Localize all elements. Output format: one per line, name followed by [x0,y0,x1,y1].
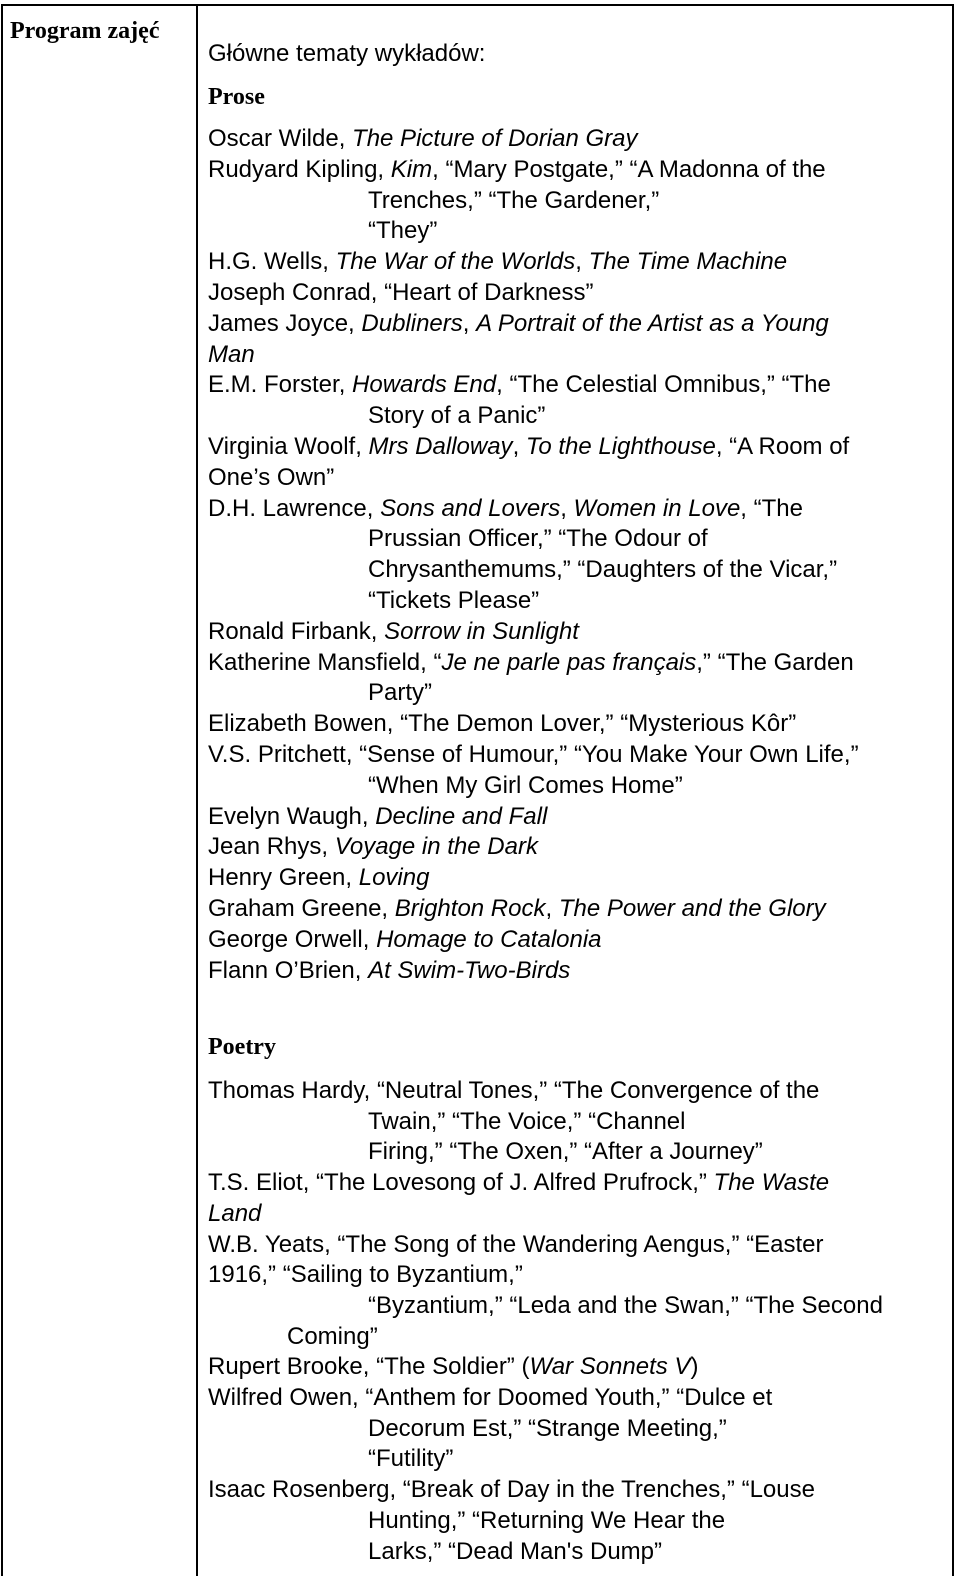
prose-entry [208,463,334,493]
title-italic: Land [208,1199,262,1227]
prose-entry [208,370,831,400]
prose-entry [368,524,708,554]
entry-text: Jean Rhys, [208,833,335,861]
title-italic: Loving [358,864,430,892]
entry-text: Evelyn Waugh, [208,802,376,830]
entry-text: Henry Green, [208,864,359,892]
entry-text: Elizabeth Bowen, “The Demon Lover,” “Mysterious Kôr” [208,710,797,738]
entry-text: Rupert Brooke, “The Soldier” ( [208,1353,530,1381]
title-italic: Voyage in the Dark [334,833,538,861]
intro-text: Główne tematy wykładów: [208,40,486,67]
title-italic: Sons and Lovers [380,494,561,522]
entry-text: , “A Room of [715,433,850,460]
entry-text: Rudyard Kipling, [208,155,391,183]
title-italic: Man [208,340,255,368]
entry-text: Prussian Officer,” “The Odour of [368,525,708,553]
title-italic: Kim [390,155,433,183]
prose-entry [208,494,803,524]
entry-text: Larks,” “Dead Man's Dump” [368,1537,662,1565]
prose-entry [368,216,437,246]
entry-text: “They” [368,217,438,245]
entry-text: , [462,309,477,337]
entry-text: ) [690,1353,699,1381]
title-italic: The Waste [713,1169,830,1197]
entry-text: Wilfred Owen, “Anthem for Doomed Youth,” “Dulce et [208,1384,773,1411]
prose-entry [208,740,859,770]
entry-text: Flann O’Brien, [208,956,369,984]
title-italic: War Sonnets V [529,1353,691,1381]
entry-text: H.G. Wells, [208,248,336,276]
entry-text: “Byzantium,” “Leda and the Swan,” “The Second [368,1291,883,1319]
entry-text: Decorum Est,” “Strange Meeting,” [368,1414,727,1442]
entry-text: 1916,” “Sailing to Byzantium,” [208,1261,523,1289]
prose-heading: Prose [208,84,265,110]
prose-entry [208,617,579,647]
prose-entry [208,432,849,462]
entry-text: , [545,895,559,922]
poetry-entry [368,1537,662,1567]
entry-text: , “Mary Postgate,” “A Madonna of the [432,155,826,183]
poetry-entry [208,1352,698,1382]
title-italic: The Power and the Glory [558,895,826,922]
title-italic: The Time Machine [588,248,788,276]
table-right-border [952,4,954,1576]
title-italic: Howards End [352,371,497,399]
entry-text: Oscar Wilde, [208,125,353,152]
title-italic: Sorrow in Sunlight [384,617,579,645]
prose-entry [208,340,255,370]
prose-entry [208,863,429,893]
title-italic: Brighton Rock [394,895,546,922]
entry-text: Ronald Firbank, [208,617,385,645]
title-italic: A Portrait of the Artist as a Young [476,309,829,337]
title-italic: Dubliners [361,309,463,337]
prose-entry [208,925,602,955]
entry-text: James Joyce, [208,309,362,337]
entry-text: Firing,” “The Oxen,” “After a Journey” [368,1138,763,1166]
entry-text: Graham Greene, [208,895,395,922]
prose-entry [208,278,594,308]
title-italic: To the Lighthouse [525,433,716,460]
prose-entry [208,309,829,339]
poetry-entry [287,1322,378,1352]
prose-entry [208,956,570,986]
title-italic: Homage to Catalonia [376,925,602,953]
prose-entry [208,709,796,739]
entry-text: Joseph Conrad, “Heart of Darkness” [208,279,594,306]
prose-entry [208,247,787,277]
prose-entry [368,186,659,216]
prose-entry [368,678,432,708]
table-top-border [1,4,954,6]
entry-text: , [575,248,589,276]
poetry-entry [368,1506,725,1536]
entry-text: One’s Own” [208,463,335,491]
entry-text: V.S. Pritchett, “Sense of Humour,” “You Make Your Own Life,” [208,741,859,768]
entry-text: , “The [740,494,803,522]
poetry-entry [208,1260,523,1290]
title-italic: Mrs Dalloway [368,433,513,460]
poetry-entry [368,1414,727,1444]
entry-text: , “The Celestial Omnibus,” “The [496,371,831,399]
entry-text: T.S. Eliot, “The Lovesong of J. Alfred Prufrock,” [208,1169,714,1197]
entry-text: Hunting,” “Returning We Hear the [368,1506,726,1534]
poetry-entry [368,1137,763,1167]
title-italic: The Picture of Dorian Gray [352,125,638,152]
entry-text: George Orwell, [208,925,377,953]
prose-entry [368,586,539,616]
entry-text: Twain,” “The Voice,” “Channel [368,1107,686,1135]
entry-text: W.B. Yeats, “The Song of the Wandering Aengus,” “Easter [208,1230,824,1258]
prose-entry [208,832,538,862]
entry-text: “Futility” [368,1445,454,1473]
poetry-entry [208,1199,261,1229]
prose-entry [368,555,837,585]
entry-text: E.M. Forster, [208,371,353,399]
entry-text: Story of a Panic” [368,402,546,430]
title-italic: At Swim-Two-Birds [368,956,571,984]
prose-entry [208,648,854,678]
poetry-entry [208,1383,772,1413]
poetry-entry [208,1168,829,1198]
title-italic: Je ne parle pas français [441,648,697,676]
entry-text: “When My Girl Comes Home” [368,771,683,799]
entry-text: Coming” [287,1322,378,1350]
row-label: Program zajęć [10,18,160,44]
entry-text: , [512,433,526,460]
prose-entry [368,771,683,801]
prose-entry [368,401,545,431]
poetry-heading: Poetry [208,1034,276,1060]
entry-text: Katherine Mansfield, “ [208,648,442,676]
entry-text: Virginia Woolf, [208,433,369,460]
entry-text: ,” “The Garden [696,648,854,676]
prose-entry [208,894,826,924]
entry-text: “Tickets Please” [368,587,540,614]
table-left-border [1,4,3,1576]
poetry-entry [368,1107,685,1137]
prose-entry [208,802,547,832]
entry-text: , [560,494,574,522]
table-column-divider [196,4,198,1576]
entry-text: D.H. Lawrence, [208,494,381,522]
entry-text: Isaac Rosenberg, “Break of Day in the Trenches,” “Louse [208,1476,815,1504]
poetry-entry [368,1291,883,1321]
title-italic: The War of the Worlds [335,248,576,276]
prose-entry [208,124,637,154]
title-italic: Women in Love [573,494,741,522]
title-italic: Decline and Fall [375,802,548,830]
poetry-entry [208,1076,819,1106]
poetry-entry [208,1475,815,1505]
poetry-entry [368,1444,453,1474]
prose-entry [208,155,826,185]
entry-text: Party” [368,679,433,707]
entry-text: Chrysanthemums,” “Daughters of the Vicar,” [368,556,838,584]
entry-text: Trenches,” “The Gardener,” [368,186,660,214]
entry-text: Thomas Hardy, “Neutral Tones,” “The Convergence of the [208,1077,820,1104]
poetry-entry [208,1230,823,1260]
